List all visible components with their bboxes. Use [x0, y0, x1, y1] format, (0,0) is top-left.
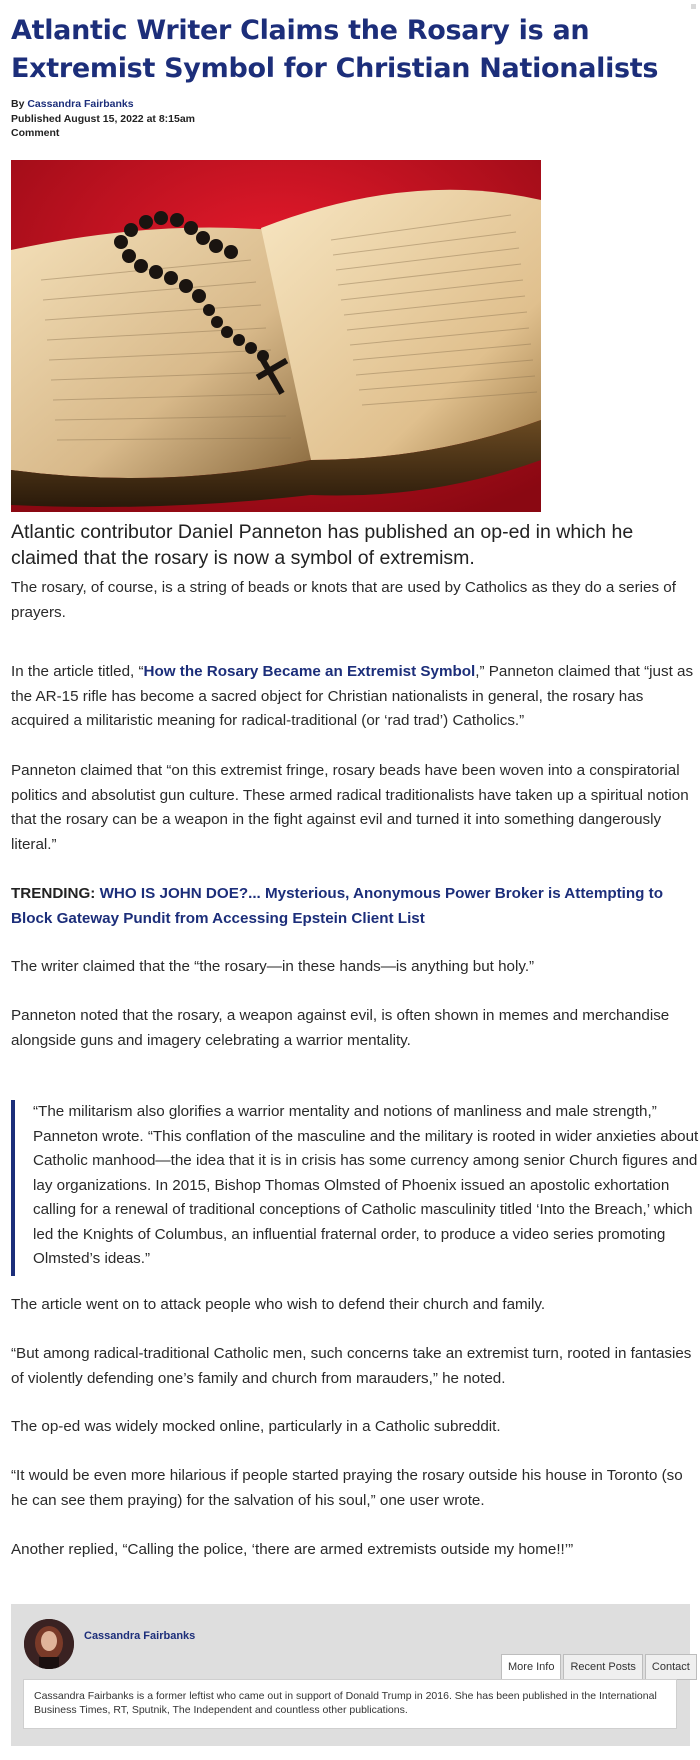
published-date: Published August 15, 2022 at 8:15am: [11, 112, 196, 125]
paragraph-4: The writer claimed that the “the rosary—in these hands—is anything but holy.”: [11, 958, 535, 975]
article-lede: Atlantic contributor Daniel Panneton has published an op-ed in which he claimed that the rosary is now a symbol of extremism.: [11, 521, 634, 569]
comment-link[interactable]: Comment: [11, 127, 60, 139]
paragraph-2-after: ,” Panneton claimed that “just as the AR-15 rifle has become a sacred object for Christian nationalists in general, the rosary has acquired a militaristic meaning for radical-traditional (or ‘rad trad’) Catholics.”: [11, 663, 694, 729]
paragraph-1: The rosary, of course, is a string of beads or knots that are used by Catholics as they do a series of prayers.: [11, 579, 676, 621]
paragraph-2: [11, 660, 700, 734]
tab-recent-posts[interactable]: Recent Posts: [563, 1654, 642, 1680]
article-meta: [11, 97, 195, 141]
rosary-article-link[interactable]: How the Rosary Became an Extremist Symbol: [143, 663, 476, 680]
author-link[interactable]: Cassandra Fairbanks: [27, 98, 134, 110]
paragraph-2-before: In the article titled, “: [11, 663, 144, 680]
trending-label: TRENDING:: [11, 885, 100, 902]
byline-prefix: By: [11, 98, 28, 110]
paragraph-9: “It would be even more hilarious if people started praying the rosary outside his house in Toronto (so he can see them praying) for the salvation of his soul,” one user wrote.: [11, 1467, 683, 1509]
byline: [11, 97, 195, 112]
author-avatar-photo: [24, 1619, 74, 1669]
paragraph-5: Panneton noted that the rosary, a weapon against evil, is often shown in memes and merchandise alongside guns and imagery celebrating a warrior mentality.: [11, 1007, 670, 1049]
paragraph-3: Panneton claimed that “on this extremist fringe, rosary beads have been woven into a conspiratorial politics and absolutist gun culture. These armed radical traditionalists have taken up a spiritual notion that the rosary can be a weapon in the fight against evil and turned it into something dangerously literal.”: [11, 762, 689, 853]
author-bio: Cassandra Fairbanks is a former leftist who came out in support of Donald Trump in 2016. She has been published in the International Business Times, RT, Sputnik, The Independent and countless other publications.: [23, 1679, 677, 1729]
bible-rosary-illustration: [11, 160, 541, 512]
blockquote: “The militarism also glorifies a warrior mentality and notions of manliness and male strength,” Panneton wrote. “This conflation of the masculine and the military is rooted in wider anxieties about Catholic manhood—the idea that it is in crisis has some currency among senior Church figures and lay organizations. In 2015, Bishop Thomas Olmsted of Phoenix issued an apostolic exhortation calling for a renewal of traditional conceptions of Catholic masculinity titled ‘Into the Breach,’ which led the Knights of Columbus, an influential fraternal order, to produce a video series promoting Olmsted’s ideas.”: [33, 1103, 699, 1267]
paragraph-8: The op-ed was widely mocked online, particularly in a Catholic subreddit.: [11, 1418, 501, 1435]
trending-line: [11, 882, 700, 931]
paragraph-10: Another replied, “Calling the police, ‘there are armed extremists outside my home!!’”: [11, 1541, 574, 1558]
author-box: [11, 1604, 690, 1746]
blockquote-bar: [11, 1100, 15, 1276]
paragraph-7: “But among radical-traditional Catholic men, such concerns take an extremist turn, rooted in fantasies of violently defending one’s family and church from marauders,” he noted.: [11, 1345, 692, 1387]
corner-marker: [691, 4, 696, 9]
avatar[interactable]: [24, 1619, 74, 1669]
hero-image: [11, 160, 541, 512]
author-name-link[interactable]: Cassandra Fairbanks: [84, 1630, 196, 1642]
tab-contact[interactable]: Contact: [645, 1654, 697, 1680]
trending-link[interactable]: WHO IS JOHN DOE?... Mysterious, Anonymous Power Broker is Attempting to Block Gateway Pundit from Accessing Epstein Client List: [11, 885, 663, 927]
article-title: Atlantic Writer Claims the Rosary is an Extremist Symbol for Christian Nationalists: [11, 15, 659, 84]
tab-more-info[interactable]: More Info: [501, 1654, 561, 1680]
author-tabs: [501, 1654, 697, 1680]
paragraph-6: The article went on to attack people who wish to defend their church and family.: [11, 1296, 546, 1313]
